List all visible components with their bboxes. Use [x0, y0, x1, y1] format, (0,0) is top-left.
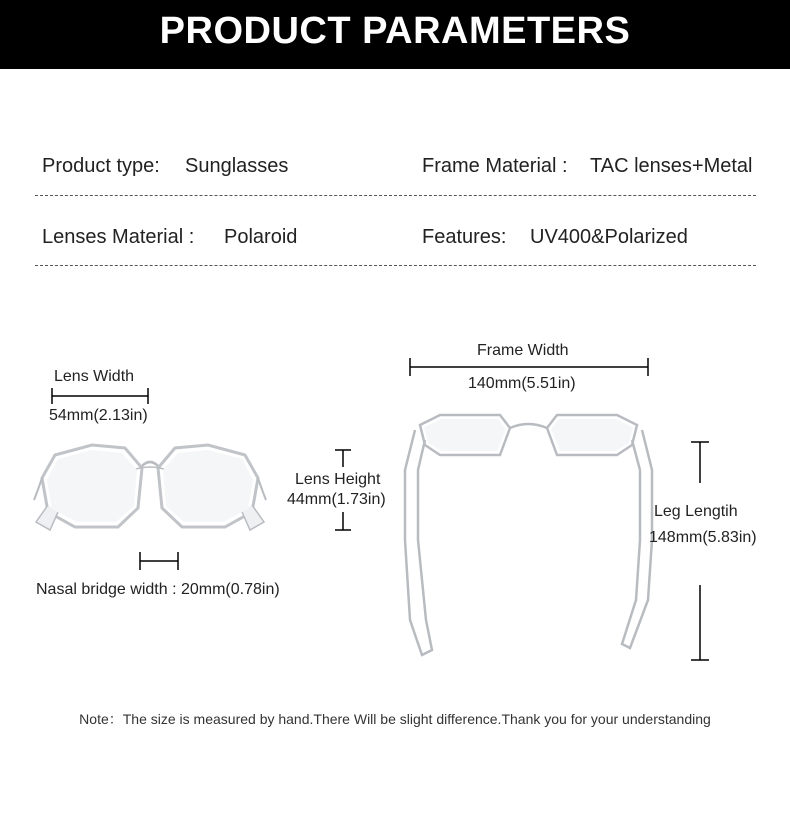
lens-width-value: 54mm(2.13in)	[49, 407, 148, 424]
lens-height-value: 44mm(1.73in)	[287, 491, 386, 508]
lenses-material-label: Lenses Material :	[42, 226, 195, 248]
frame-material-value: TAC lenses+Metal	[590, 155, 753, 177]
frame-material-label: Frame Material :	[422, 155, 568, 177]
nasal-bridge-label: Nasal bridge width : 20mm(0.78in)	[36, 581, 280, 598]
measurement-note: Note：The size is measured by hand.There Will be slight difference.Thank you for your understanding	[79, 711, 711, 727]
frame-width-label: Frame Width	[477, 342, 569, 359]
lens-width-label: Lens Width	[54, 368, 135, 385]
features-label: Features:	[422, 226, 507, 248]
frame-width-value: 140mm(5.51in)	[468, 375, 576, 392]
page-title: PRODUCT PARAMETERS	[159, 10, 631, 52]
features-value: UV400&Polarized	[530, 226, 688, 248]
product-type-label: Product type:	[42, 155, 160, 177]
leg-length-label: Leg Lengtih	[654, 503, 738, 520]
dimension-marks	[52, 358, 709, 660]
product-type-value: Sunglasses	[185, 155, 289, 177]
leg-length-value: 148mm(5.83in)	[649, 529, 757, 546]
lens-height-label: Lens Height	[295, 471, 381, 488]
lenses-material-value: Polaroid	[224, 226, 298, 248]
